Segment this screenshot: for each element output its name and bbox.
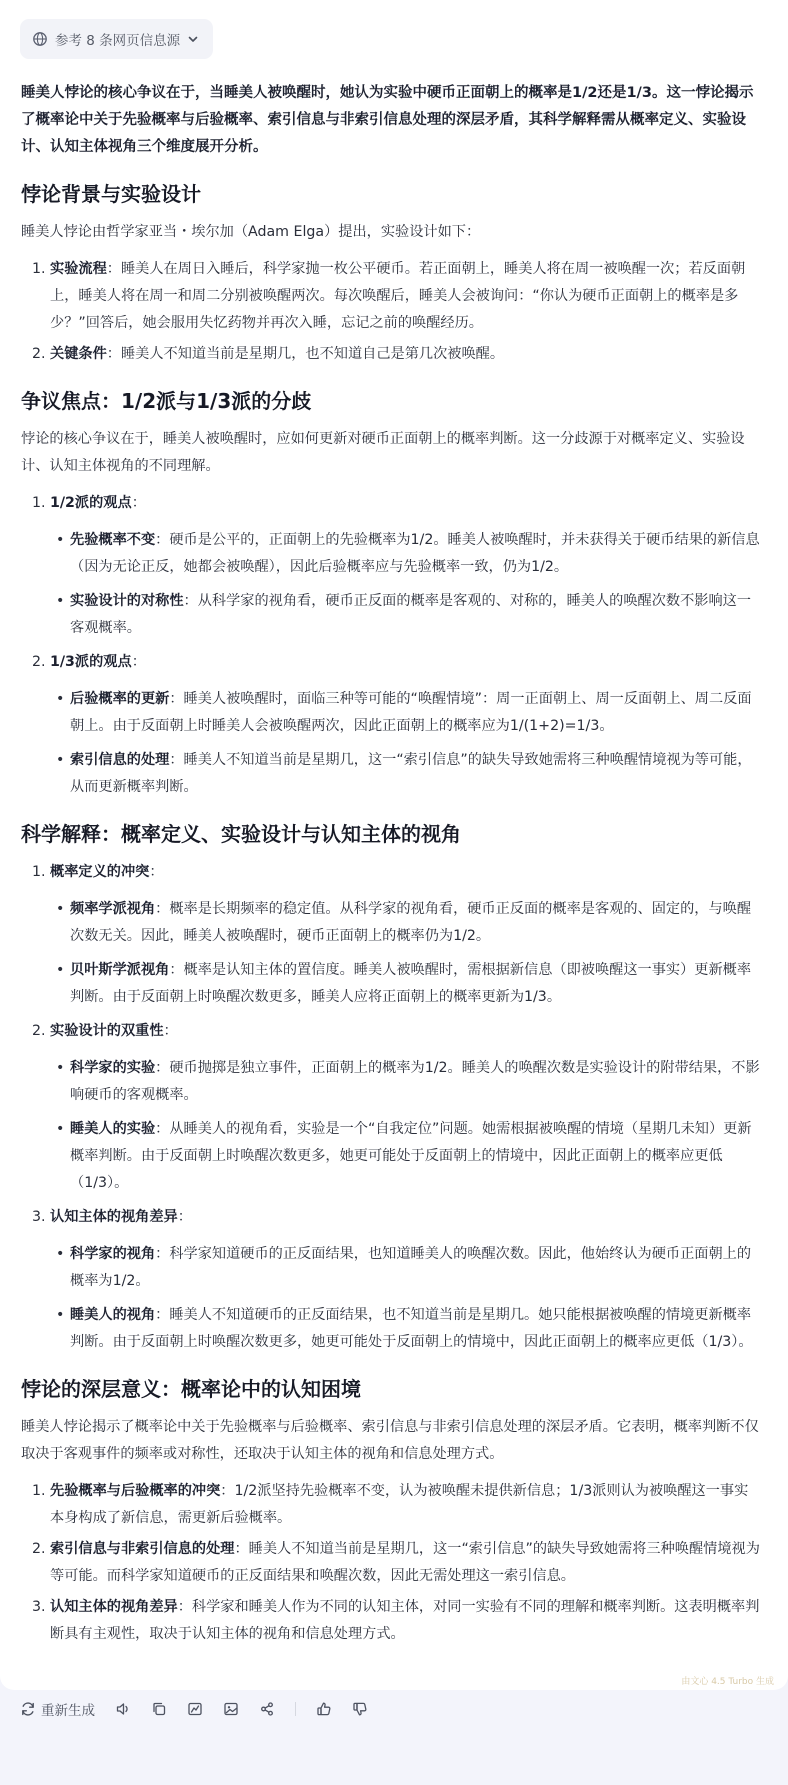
group-term: 实验设计的双重性 [50, 1023, 164, 1039]
list-item [50, 1204, 761, 1356]
section-heading: 悖论的深层意义：概率论中的认知困境 [21, 1377, 361, 1401]
item-text: ：睡美人在周日入睡后，科学家抛一枚公平硬币。若正面朝上，睡美人将在周一被唤醒一次；若反面朝上，睡美人将在周一和周二分别被唤醒两次。每次唤醒后，睡美人会被询问：“你认为硬币正面朝上的概率是多少？”回答后，她会服用失忆药物并再次入睡，忘记之前的唤醒经历。 [50, 261, 746, 331]
dislike-button[interactable] [352, 1701, 368, 1717]
bullet-item [58, 686, 761, 740]
list-item [50, 1018, 761, 1197]
response-toolbar [20, 1698, 388, 1720]
item-text: ：1/2派坚持先验概率不变，认为被唤醒未提供新信息；1/3派则认为被唤醒这一事实本身构成了新信息，需更新后验概率。 [50, 1483, 749, 1526]
image-icon [223, 1701, 239, 1717]
share-button[interactable] [259, 1701, 275, 1717]
item-term: 贝叶斯学派视角 [70, 962, 170, 978]
watermark: 由文心 4.5 Turbo 生成 [681, 1677, 774, 1687]
item-term: 实验流程 [50, 261, 107, 277]
bullet-list [50, 686, 761, 801]
bullet-list [50, 1241, 761, 1356]
bullet-item [58, 957, 761, 1011]
bullet-item [58, 747, 761, 801]
group-colon: ： [131, 654, 146, 670]
thumbs-down-icon [352, 1701, 368, 1717]
numbered-list [21, 490, 761, 801]
bullet-list [50, 527, 761, 642]
section-heading: 悖论背景与实验设计 [21, 182, 201, 206]
references-button[interactable] [20, 19, 213, 59]
regenerate-button[interactable] [20, 1699, 95, 1719]
item-text: ：概率是认知主体的置信度。睡美人被唤醒时，需根据新信息（即被唤醒这一事实）更新概率判断。由于反面朝上时唤醒次数更多，睡美人应将正面朝上的概率更新为1/3。 [70, 962, 752, 1005]
list-item [50, 1536, 761, 1590]
item-term: 睡美人的视角 [70, 1307, 156, 1323]
references-label: 参考 8 条网页信息源 [55, 33, 181, 49]
group-term: 1/2派的观点 [50, 495, 132, 511]
copy-button[interactable] [151, 1701, 167, 1717]
item-text: ：概率是长期频率的稳定值。从科学家的视角看，硬币正反面的概率是客观的、固定的，与唤醒次数无关。因此，睡美人被唤醒时，硬币正面朝上的概率仍为1/2。 [70, 901, 752, 944]
section-paragraph: 睡美人悖论由哲学家亚当・埃尔加（Adam Elga）提出，实验设计如下： [21, 224, 481, 240]
item-term: 关键条件 [50, 346, 107, 362]
list-item [50, 1478, 761, 1532]
item-text: ：科学家知道硬币的正反面结果，也知道睡美人的唤醒次数。因此，他始终认为硬币正面朝上的概率为1/2。 [70, 1246, 752, 1289]
group-colon: ： [163, 1023, 178, 1039]
list-item [50, 859, 761, 1011]
speaker-icon [115, 1701, 131, 1717]
item-text: ：科学家和睡美人作为不同的认知主体，对同一实验有不同的理解和概率判断。这表明概率判断具有主观性，取决于认知主体的视角和信息处理方式。 [50, 1599, 760, 1642]
list-item [50, 256, 761, 337]
list-item [50, 649, 761, 801]
group-term: 1/3派的观点 [50, 654, 132, 670]
item-text: ：睡美人被唤醒时，面临三种等可能的“唤醒情境”：周一正面朝上、周一反面朝上、周二反面朝上。由于反面朝上时睡美人会被唤醒两次，因此正面朝上的概率应为1/(1+2)=1/3。 [70, 691, 752, 734]
copy-icon [151, 1701, 167, 1717]
bullet-item [58, 896, 761, 950]
image-button[interactable] [223, 1701, 239, 1717]
item-term: 认知主体的视角差异 [50, 1599, 178, 1615]
item-text: ：从睡美人的视角看，实验是一个“自我定位”问题。她需根据被唤醒的情境（星期几未知）更新概率判断。由于反面朝上时唤醒次数更多，她更可能处于反面朝上的情境中，因此正面朝上的概率应更低（1/3）。 [70, 1121, 752, 1191]
item-text: ：硬币抛掷是独立事件，正面朝上的概率为1/2。睡美人的唤醒次数是实验设计的附带结果，不影响硬币的客观概率。 [70, 1060, 760, 1103]
bullet-item [58, 588, 761, 642]
item-term: 索引信息与非索引信息的处理 [50, 1541, 235, 1557]
chevron-down-icon [187, 33, 199, 45]
section-paragraph: 悖论的核心争议在于，睡美人被唤醒时，应如何更新对硬币正面朝上的概率判断。这一分歧源于对概率定义、实验设计、认知主体视角的不同理解。 [21, 431, 745, 474]
refresh-icon [20, 1701, 36, 1717]
bullet-item [58, 1055, 761, 1109]
answer-content [21, 80, 761, 1656]
item-text: ：硬币是公平的，正面朝上的先验概率为1/2。睡美人被唤醒时，并未获得关于硬币结果的新信息（因为无论正反，她都会被唤醒），因此后验概率应与先验概率一致，仍为1/2。 [70, 532, 760, 575]
item-term: 先验概率不变 [70, 532, 156, 548]
item-term: 后验概率的更新 [70, 691, 170, 707]
bullet-item [58, 1116, 761, 1197]
bullet-list [50, 1055, 761, 1197]
bullet-item [58, 1241, 761, 1295]
share-icon [259, 1701, 275, 1717]
item-text: ：睡美人不知道当前是星期几，这一“索引信息”的缺失导致她需将三种唤醒情境视为等可能，从而更新概率判断。 [70, 752, 752, 795]
item-term: 实验设计的对称性 [70, 593, 184, 609]
read-aloud-button[interactable] [115, 1701, 131, 1717]
section-heading: 科学解释：概率定义、实验设计与认知主体的视角 [21, 822, 461, 846]
list-item [50, 341, 761, 368]
item-text: ：睡美人不知道当前是星期几，这一“索引信息”的缺失导致她需将三种唤醒情境视为等可能。而科学家知道硬币的正反面结果和唤醒次数，因此无需处理这一索引信息。 [50, 1541, 760, 1584]
item-term: 科学家的实验 [70, 1060, 156, 1076]
item-text: ：睡美人不知道硬币的正反面结果，也不知道当前是星期几。她只能根据被唤醒的情境更新概率判断。由于反面朝上时唤醒次数更多，她更可能处于反面朝上的情境中，因此正面朝上的概率应更低（1/3）。 [70, 1307, 753, 1350]
group-colon: ： [177, 1209, 192, 1225]
thumbs-up-icon [316, 1701, 332, 1717]
chart-button[interactable] [187, 1701, 203, 1717]
intro-paragraph: 睡美人悖论的核心争议在于，当睡美人被唤醒时，她认为实验中硬币正面朝上的概率是1/2还是1/3。这一悖论揭示了概率论中关于先验概率与后验概率、索引信息与非索引信息处理的深层矛盾，其科学解释需从概率定义、实验设计、认知主体视角三个维度展开分析。 [21, 85, 754, 155]
list-item [50, 490, 761, 642]
item-term: 睡美人的实验 [70, 1121, 156, 1137]
numbered-list [21, 859, 761, 1356]
item-text: ：睡美人不知道当前是星期几，也不知道自己是第几次被唤醒。 [106, 346, 505, 362]
bullet-list [50, 896, 761, 1011]
numbered-list [21, 1478, 761, 1648]
toolbar-divider [295, 1702, 296, 1716]
item-term: 科学家的视角 [70, 1246, 156, 1262]
item-text: ：从科学家的视角看，硬币正反面的概率是客观的、对称的，睡美人的唤醒次数不影响这一客观概率。 [70, 593, 752, 636]
regenerate-label: 重新生成 [41, 1703, 95, 1719]
group-term: 概率定义的冲突 [50, 864, 150, 880]
chart-icon [187, 1701, 203, 1717]
globe-icon [32, 31, 48, 47]
group-colon: ： [149, 864, 164, 880]
section-heading: 争议焦点：1/2派与1/3派的分歧 [21, 389, 312, 413]
section-paragraph: 睡美人悖论揭示了概率论中关于先验概率与后验概率、索引信息与非索引信息处理的深层矛盾。它表明，概率判断不仅取决于客观事件的频率或对称性，还取决于认知主体的视角和信息处理方式。 [21, 1419, 759, 1462]
item-term: 先验概率与后验概率的冲突 [50, 1483, 221, 1499]
bullet-item [58, 527, 761, 581]
like-button[interactable] [316, 1701, 332, 1717]
numbered-list [21, 256, 761, 368]
bullet-item [58, 1302, 761, 1356]
item-term: 频率学派视角 [70, 901, 156, 917]
item-term: 索引信息的处理 [70, 752, 170, 768]
group-colon: ： [131, 495, 146, 511]
list-item [50, 1594, 761, 1648]
group-term: 认知主体的视角差异 [50, 1209, 178, 1225]
